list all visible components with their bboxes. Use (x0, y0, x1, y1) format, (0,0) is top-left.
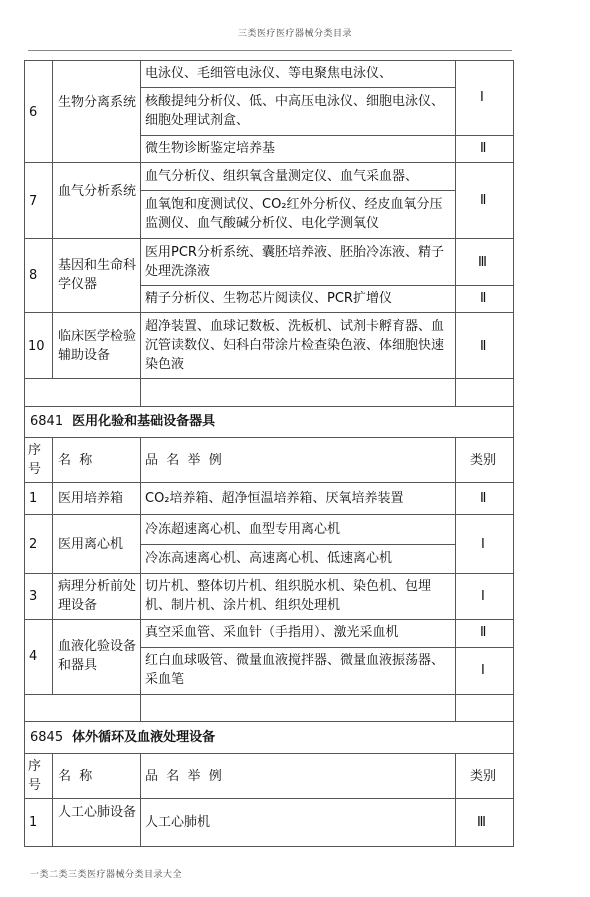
item-text: 精子分析仪、生物芯片阅读仪、PCR扩增仪 (145, 291, 392, 306)
class-label: Ⅰ (481, 663, 485, 678)
class-label: Ⅰ (480, 90, 484, 105)
item-text: 冷冻高速离心机、高速离心机、低速离心机 (145, 551, 393, 566)
table-cell (455, 60, 514, 136)
header-class: 类别 (470, 769, 497, 784)
page-header: 三类医疗医疗器械分类目录 (237, 29, 352, 39)
section-title (30, 728, 215, 747)
row-name: 临床医学检验辅助设备 (58, 329, 137, 363)
item-text: 冷冻超速离心机、血型专用离心机 (145, 522, 341, 537)
row-number: 3 (29, 589, 38, 604)
class-label: Ⅱ (480, 291, 487, 306)
class-label: Ⅰ (481, 537, 485, 552)
header-number: 序号 (28, 759, 42, 793)
item-text: 血氧饱和度测试仪、CO₂红外分析仪、经皮血氧分压监测仪、血气酸碱分析仪、电化学测氧仪 (145, 197, 443, 231)
class-label: Ⅱ (480, 625, 487, 640)
row-number: 6 (29, 105, 38, 120)
row-name: 医用培养箱 (58, 491, 124, 506)
section-name: 医用化验和基础设备器具 (72, 414, 216, 429)
class-label: Ⅲ (478, 255, 487, 270)
page-footer: 一类二类三类医疗器械分类目录大全 (30, 870, 183, 880)
row-name: 血气分析系统 (58, 184, 137, 199)
row-number: 7 (29, 194, 38, 209)
item-text: CO₂培养箱、超净恒温培养箱、厌氧培养装置 (145, 491, 404, 506)
header-name: 名 称 (58, 453, 93, 468)
section-code: 6841 (30, 414, 64, 429)
row-name: 生物分离系统 (58, 95, 137, 110)
header-class: 类别 (470, 453, 497, 468)
item-text: 人工心肺机 (145, 815, 211, 830)
class-label: Ⅱ (480, 491, 487, 506)
row-name: 人工心肺设备 (58, 805, 137, 820)
table-cell (140, 378, 456, 407)
row-number: 2 (29, 537, 38, 552)
item-text: 电泳仪、毛细管电泳仪、等电聚焦电泳仪、 (145, 66, 393, 81)
table-cell (24, 694, 141, 722)
item-text: 核酸提纯分析仪、低、中高压电泳仪、细胞电泳仪、细胞处理试剂盒、 (145, 94, 445, 128)
table-cell (24, 378, 141, 407)
class-label: Ⅰ (481, 589, 485, 604)
class-label: Ⅱ (480, 339, 487, 354)
item-text: 医用PCR分析系统、囊胚培养液、胚胎冷冻液、精子处理洗涤液 (145, 245, 444, 279)
header-name: 名 称 (58, 769, 93, 784)
header-rule (28, 50, 512, 51)
section-name: 体外循环及血液处理设备 (72, 730, 216, 745)
table-cell (455, 694, 514, 722)
class-label: Ⅱ (480, 193, 487, 208)
section-title (30, 412, 215, 431)
row-number: 8 (29, 268, 38, 283)
row-number: 4 (29, 649, 38, 664)
item-text: 血气分析仪、组织氧含量测定仪、血气采血器、 (145, 169, 419, 184)
row-name: 血液化验设备和器具 (58, 639, 137, 673)
header-items: 品 名 举 例 (145, 769, 222, 784)
table-cell (455, 378, 514, 407)
item-text: 切片机、整体切片机、组织脱水机、染色机、包埋机、制片机、涂片机、组织处理机 (145, 579, 432, 613)
row-name: 医用离心机 (58, 537, 124, 552)
header-number: 序号 (28, 443, 42, 477)
row-number: 1 (29, 491, 38, 506)
section-code: 6845 (30, 730, 64, 745)
row-number: 1 (29, 815, 38, 830)
row-name: 基因和生命科学仪器 (58, 258, 137, 292)
class-label: Ⅱ (480, 141, 487, 156)
table-cell (140, 694, 456, 722)
item-text: 微生物诊断鉴定培养基 (145, 141, 276, 156)
class-label: Ⅲ (477, 815, 486, 830)
item-text: 超净装置、血球记数板、洗板机、试剂卡孵育器、血沉管读数仪、妇科白带涂片检查染色液、体细胞快速染色液 (145, 319, 445, 372)
row-name: 病理分析前处理设备 (58, 579, 137, 613)
row-number: 10 (28, 339, 45, 354)
item-text: 真空采血管、采血针（手指用）、激光采血机 (145, 625, 399, 640)
item-text: 红白血球吸管、微量血液搅拌器、微量血液振荡器、采血笔 (145, 653, 445, 687)
header-items: 品 名 举 例 (145, 453, 222, 468)
